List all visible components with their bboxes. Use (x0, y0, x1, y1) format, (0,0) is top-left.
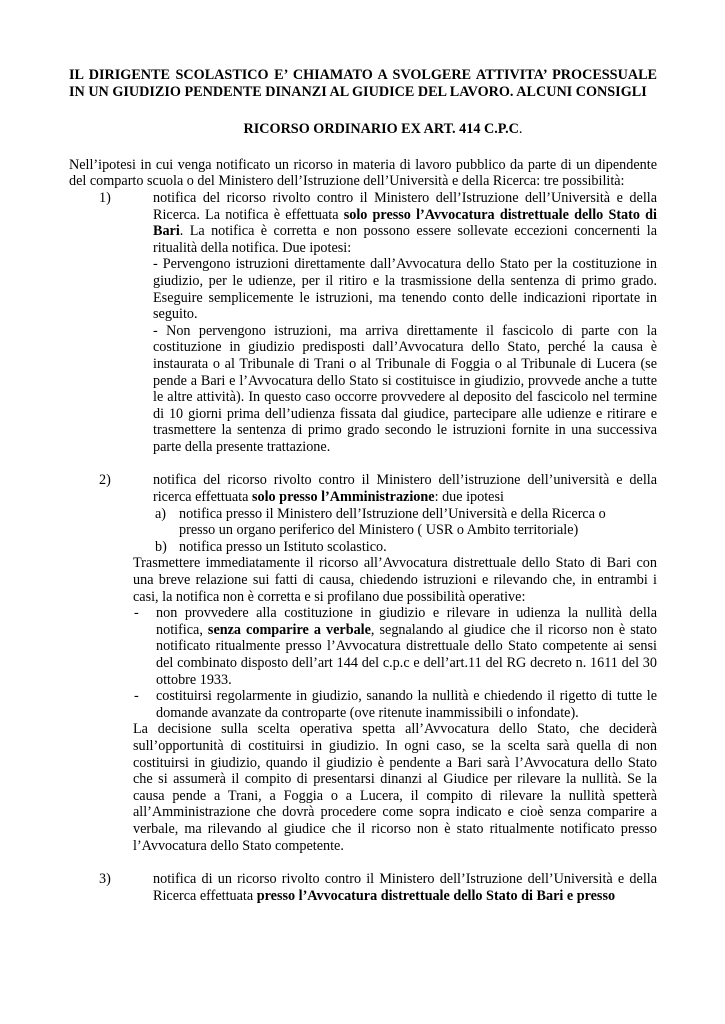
subtitle-bold-text: RICORSO ORDINARIO EX ART. 414 C.P.C (243, 121, 519, 138)
list-item-1-number: 1) (99, 189, 111, 206)
item-1-hypothesis-1: - Pervengono istruzioni direttamente dall’Avvocatura dello Stato per la costituzione in giudizio, per le udienze, per il ritiro e la trasmissione della sentenza di primo grado. Eseguire semplicemente le istruzioni, ma tenendo conto delle indicazioni riportate in seguito. (153, 256, 657, 323)
section-subtitle (69, 121, 657, 138)
sub-item-a (69, 506, 657, 539)
sub-item-a-label: a) (155, 505, 167, 522)
item-1-hypothesis-2: - Non pervengono istruzioni, ma arriva direttamente il fascicolo di parte con la costituzione in giudizio predisposti dall’Avvocatura dello Stato, perché la causa è instaurata o al Tribunale di Trani o al Tribunale di Foggia o al Tribunale di Lucera (se pende a Bari e l’Avvocatura dello Stato si costituisce in giudizio, provvede anche a tutte le altre attività). In questo caso occorre provvedere al deposito del fascicolo nel termine di 10 giorni prima dell’udienza fissata dal giudice, partecipare alle udienze e ritirare e trasmettere la sentenza di primo grado secondo le istruzioni fornite in una successiva parte della presente trattazione. (153, 322, 657, 455)
item-2-text-end: : due ipotesi (434, 489, 504, 506)
item-3-bold-text: presso l’Avvocatura distrettuale dello Stato di Bari e presso (256, 887, 616, 904)
list-item-1 (69, 190, 657, 256)
item-1-text-end: . La notifica è corretta e non possono essere sollevate eccezioni concernenti la ritualità della notifica. Due ipotesi: (153, 223, 657, 256)
sub-item-b-text: notifica presso un Istituto scolastico. (179, 538, 387, 555)
item-1-bold-text: solo presso l’Avvocatura distrettuale dello Stato di Bari (153, 206, 657, 240)
intro-paragraph: Nell’ipotesi in cui venga notificato un ricorso in materia di lavoro pubblico da parte di un dipendente del comparto scuola o del Ministero dell’Istruzione dell’Università e della Ricerca: tre possibilità: (69, 156, 657, 190)
item-3-text: notifica di un ricorso rivolto contro il Ministero dell’Istruzione dell’Università e della Ricerca effettuata (153, 871, 657, 904)
option-1-bold-text: senza comparire a verbale (207, 621, 371, 638)
item-2-paragraph-1: Trasmettere immediatamente il ricorso all’Avvocatura distrettuale dello Stato di Bari con una breve relazione sui fatti di causa, chiedendo istruzioni e rilevando che, in entrambi i casi, la notifica non è corretta e si profilano due possibilità operative: (133, 555, 657, 605)
document-page (69, 67, 657, 904)
item-2-bold-text: solo presso l’Amministrazione (251, 489, 435, 506)
item-2-option-2 (69, 688, 657, 721)
sub-item-a-text: notifica presso il Ministero dell’Istruzione dell’Università e della Ricerca o presso un organo periferico del Ministero ( USR o Ambito territoriale) (179, 505, 606, 539)
option-2-text: costituirsi regolarmente in giudizio, sanando la nullità e chiedendo il rigetto di tutte le domande avanzate da controparte (ove ritenute inammissibili o infondate). (156, 688, 657, 721)
sub-item-b (69, 539, 657, 556)
sub-item-b-label: b) (155, 538, 167, 555)
item-2-paragraph-2: La decisione sulla scelta operativa spetta all’Avvocatura dello Stato, che deciderà sull’opportunità di costituirsi in giudizio. In ogni caso, se la scelta sarà quella di non costituirsi in giudizio, quando il giudizio è pendente a Bari sarà l’Avvocatura dello Stato che si assumerà il compito di presentarsi dinanzi al Giudice per rilevare la nullità. Se la causa pende a Trani, a Foggia o a Lucera, il compito di rilevare la nullità spetterà all’Amministrazione che dovrà procedere come sopra indicato e cioè senza comparire a verbale, ma rilevando al giudice che il ricorso non è stato ritualmente notificato presso l’Avvocatura dello Stato competente. (133, 721, 657, 854)
option-2-dash: - (134, 688, 139, 705)
subtitle-period: . (518, 121, 523, 138)
list-item-2 (69, 472, 657, 505)
list-item-2-number: 2) (99, 472, 111, 489)
option-1-dash: - (134, 605, 139, 622)
item-1-text: notifica del ricorso rivolto contro il Ministero dell’Istruzione dell’Università e della Ricerca. La notifica è effettuata (153, 189, 657, 223)
option-1-text: non provvedere alla costituzione in giudizio e rilevare in udienza la nullità della notifica, (156, 605, 657, 638)
document-title: IL DIRIGENTE SCOLASTICO E’ CHIAMATO A SVOLGERE ATTIVITA’ PROCESSUALE IN UN GIUDIZIO PENDENTE DINANZI AL GIUDICE DEL LAVORO. ALCUNI CONSIGLI (69, 67, 657, 100)
list-item-3 (69, 871, 657, 904)
item-2-text: notifica del ricorso rivolto contro il Ministero dell’istruzione dell’università e della ricerca effettuata (153, 472, 657, 506)
option-1-text-end: , segnalando al giudice che il ricorso non è stato notificato ritualmente presso l’Avvocatura distrettuale dello Stato competente ai sensi del combinato disposto dell’art 144 del c.p.c e dell’art.11 del RG decreto n. 1611 del 30 ottobre 1933. (156, 621, 657, 688)
item-2-option-1 (69, 605, 657, 688)
list-item-3-number: 3) (99, 871, 111, 888)
